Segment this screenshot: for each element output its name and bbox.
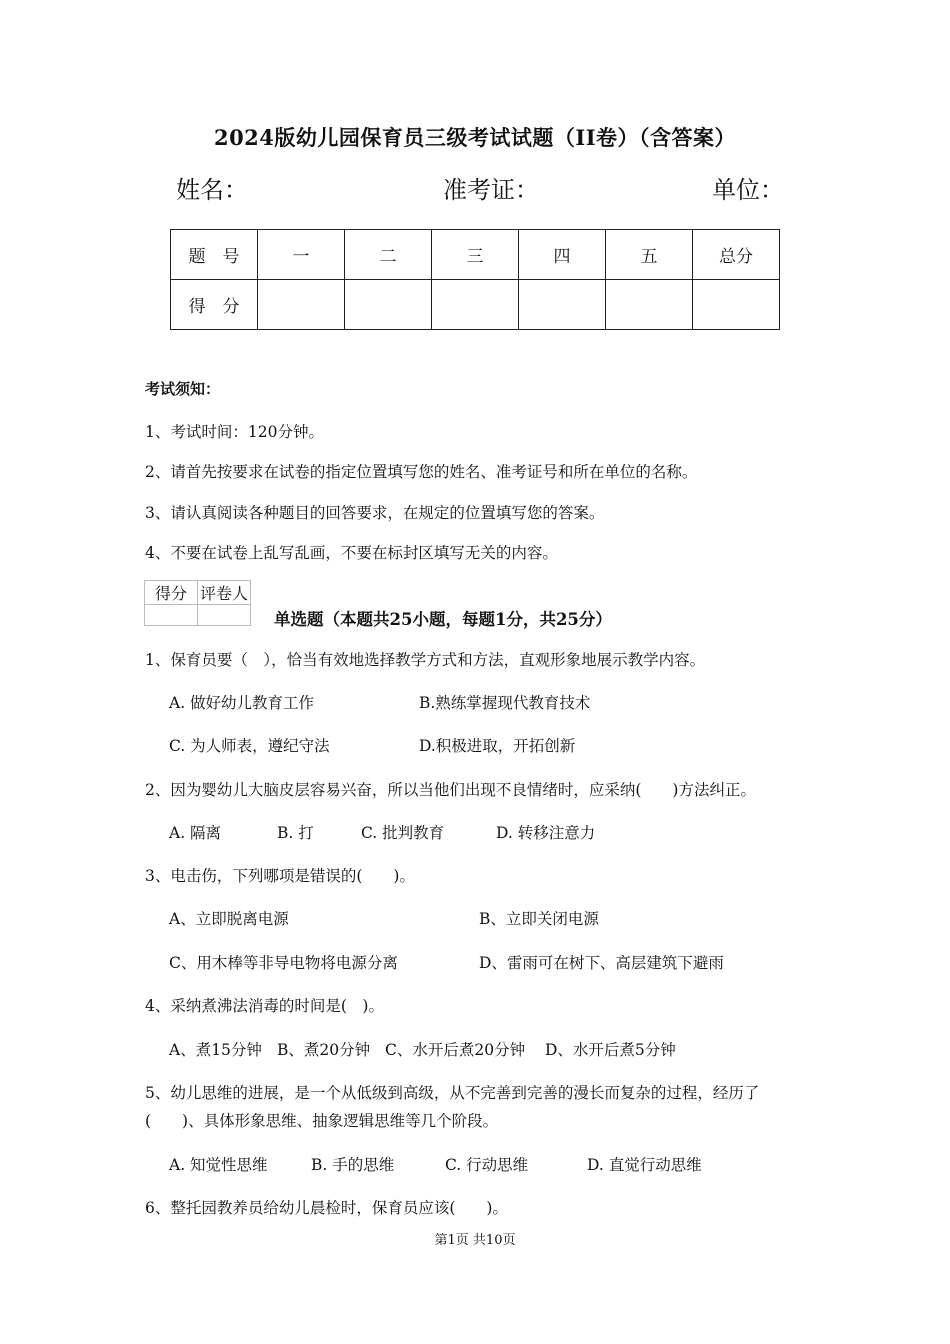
page-footer: 第1页 共10页 bbox=[434, 1233, 516, 1248]
score-header-cell: 二 bbox=[345, 230, 432, 280]
unit-label: 单位： bbox=[712, 176, 784, 204]
question-option: A. 做好幼儿教育工作 bbox=[169, 694, 315, 712]
question-option: C. 为人师表，遵纪守法 bbox=[169, 737, 330, 755]
question-stem: 3、电击伤，下列哪项是错误的( )。 bbox=[145, 867, 415, 885]
score-header-cell: 四 bbox=[519, 230, 606, 280]
document-title: 2024版幼儿园保育员三级考试试题（II卷）（含答案） bbox=[213, 125, 737, 150]
question-option: D. 转移注意力 bbox=[496, 824, 596, 842]
question-option: C. 批判教育 bbox=[361, 824, 445, 842]
question-option: B、煮20分钟 bbox=[277, 1041, 371, 1059]
score-cell[interactable] bbox=[258, 280, 345, 330]
question-option: D、雷雨可在树下、高层建筑下避雨 bbox=[479, 954, 724, 972]
question-option: A. 知觉性思维 bbox=[169, 1156, 268, 1174]
question-option: A、煮15分钟 bbox=[169, 1041, 262, 1059]
notice-item: 3、请认真阅读各种题目的回答要求，在规定的位置填写您的答案。 bbox=[145, 504, 605, 522]
score-cell[interactable] bbox=[693, 280, 780, 330]
section-title: 单选题（本题共25小题，每题1分，共25分） bbox=[274, 610, 612, 629]
question-stem: 6、整托园教养员给幼儿晨检时，保育员应该( )。 bbox=[145, 1199, 508, 1217]
score-cell[interactable] bbox=[432, 280, 519, 330]
question-stem: 5、幼儿思维的进展，是一个从低级到高级，从不完善到完善的漫长而复杂的过程，经历了 bbox=[145, 1084, 760, 1102]
question-stem-continued: ( )、具体形象思维、抽象逻辑思维等几个阶段。 bbox=[145, 1112, 499, 1130]
grader-score-cell[interactable] bbox=[145, 605, 198, 626]
score-table bbox=[170, 229, 780, 330]
grader-score-label: 得分 bbox=[145, 581, 198, 605]
notice-item: 1、考试时间：120分钟。 bbox=[145, 423, 324, 441]
question-option: C、水开后煮20分钟 bbox=[385, 1041, 526, 1059]
question-stem: 4、采纳煮沸法消毒的时间是( )。 bbox=[145, 997, 384, 1015]
question-stem: 1、保育员要（ ），恰当有效地选择教学方式和方法，直观形象地展示教学内容。 bbox=[145, 651, 706, 669]
notice-heading: 考试须知： bbox=[145, 380, 221, 398]
score-header-cell: 三 bbox=[432, 230, 519, 280]
question-option: A. 隔离 bbox=[169, 824, 222, 842]
question-option: C、用木棒等非导电物将电源分离 bbox=[169, 954, 398, 972]
score-table-header-row bbox=[171, 230, 780, 280]
question-option: B. 打 bbox=[277, 824, 314, 842]
grader-reviewer-cell[interactable] bbox=[198, 605, 251, 626]
question-option: D.积极进取，开拓创新 bbox=[419, 737, 576, 755]
score-header-cell: 一 bbox=[258, 230, 345, 280]
question-option: A、立即脱离电源 bbox=[169, 910, 289, 928]
notice-item: 2、请首先按要求在试卷的指定位置填写您的姓名、准考证号和所在单位的名称。 bbox=[145, 463, 698, 481]
question-option: B. 手的思维 bbox=[311, 1156, 395, 1174]
question-option: B.熟练掌握现代教育技术 bbox=[419, 694, 591, 712]
score-table-score-row bbox=[171, 280, 780, 330]
grader-reviewer-label: 评卷人 bbox=[198, 581, 251, 605]
grader-box bbox=[144, 580, 251, 626]
notice-item: 4、不要在试卷上乱写乱画，不要在标封区填写无关的内容。 bbox=[145, 544, 558, 562]
question-option: C. 行动思维 bbox=[445, 1156, 529, 1174]
score-header-cell: 总分 bbox=[693, 230, 780, 280]
score-header-cell: 五 bbox=[606, 230, 693, 280]
score-cell[interactable] bbox=[606, 280, 693, 330]
score-cell[interactable] bbox=[519, 280, 606, 330]
exam-id-label: 准考证： bbox=[443, 176, 539, 204]
question-option: D、水开后煮5分钟 bbox=[545, 1041, 676, 1059]
question-option: D. 直觉行动思维 bbox=[587, 1156, 702, 1174]
question-option: B、立即关闭电源 bbox=[479, 910, 599, 928]
score-header-cell: 题 号 bbox=[171, 230, 258, 280]
name-label: 姓名： bbox=[176, 176, 248, 204]
score-cell[interactable] bbox=[345, 280, 432, 330]
question-stem: 2、因为婴幼儿大脑皮层容易兴奋，所以当他们出现不良情绪时，应采纳( )方法纠正。 bbox=[145, 781, 756, 799]
score-row-label: 得 分 bbox=[171, 280, 258, 330]
